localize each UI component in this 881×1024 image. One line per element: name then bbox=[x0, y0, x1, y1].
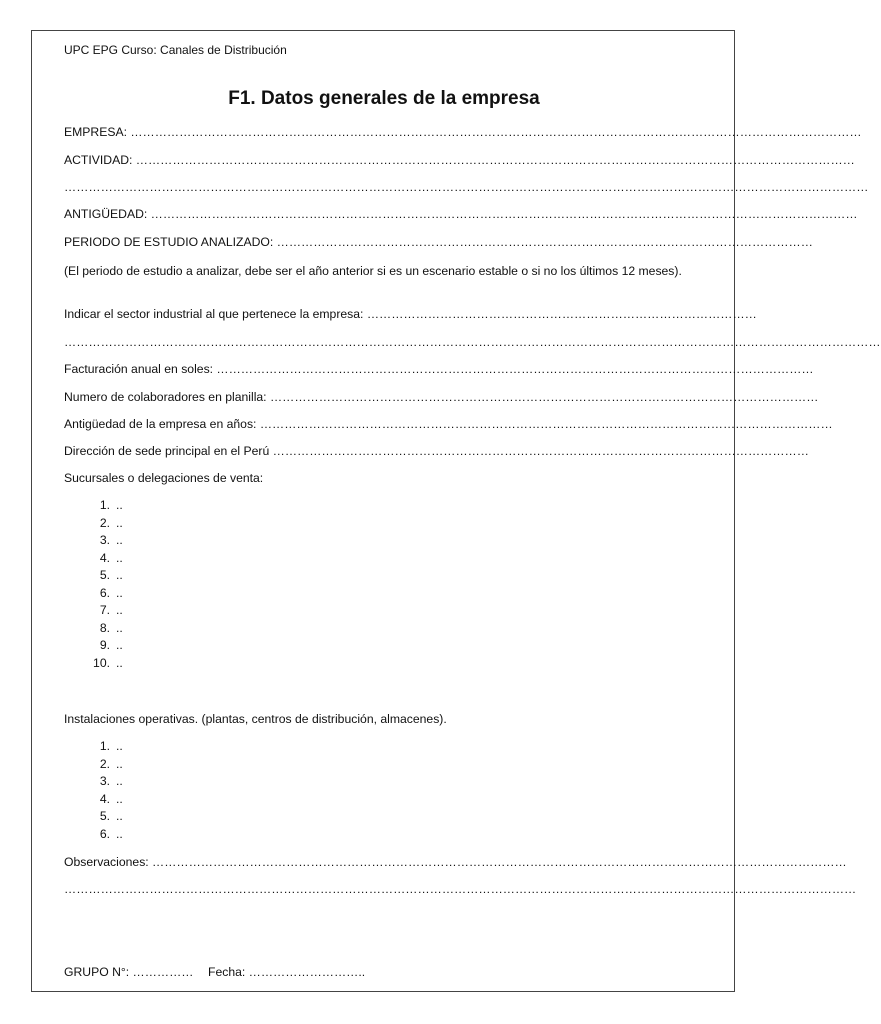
field-actividad: ACTIVIDAD: …………………………………………………………………………………………………………………………………………………………… bbox=[64, 153, 855, 167]
list-item: 1. .. bbox=[99, 739, 123, 753]
field-antiguedad: ANTIGÜEDAD: ………………………………………………………………………………………………………………………………………………………… bbox=[64, 207, 858, 221]
field-observaciones-continued: …………………………………………………………………………………………………………………………………………………………………………… bbox=[64, 882, 857, 896]
list-item: 1. .. bbox=[99, 498, 123, 512]
list-item: 7. .. bbox=[99, 603, 123, 617]
instalaciones-label: Instalaciones operativas. (plantas, centros de distribución, almacenes). bbox=[64, 712, 447, 726]
field-actividad-continued: ……………………………………………………………………………………………………………………………………………………………………………… bbox=[64, 180, 869, 194]
field-facturacion: Facturación anual en soles: ………………………………………………………………………………………………………………………………… bbox=[64, 362, 814, 376]
list-item: 4. .. bbox=[99, 791, 123, 806]
field-empresa: EMPRESA: ……………………………………………………………………………………………………………………………………………………………… bbox=[64, 125, 862, 139]
field-grupo: GRUPO N°: …………… bbox=[64, 965, 194, 979]
document-header: UPC EPG Curso: Canales de Distribución bbox=[64, 43, 287, 57]
field-observaciones: Observaciones: ……………………………………………………………………………………………………………………………………………………… bbox=[64, 855, 847, 869]
list-item: 2. .. bbox=[99, 515, 123, 530]
list-item: 5. .. bbox=[99, 568, 123, 582]
field-direccion: Dirección de sede principal en el Perú …………………………………………………………………………………………………………………… bbox=[64, 444, 809, 458]
list-item: 5. .. bbox=[99, 809, 123, 823]
instalaciones-list bbox=[86, 738, 123, 843]
list-item: 8. .. bbox=[99, 620, 123, 635]
list-item: 3. .. bbox=[99, 533, 123, 547]
list-item: 9. .. bbox=[99, 638, 123, 652]
field-fecha: Fecha: ……………………….. bbox=[208, 965, 366, 979]
field-periodo-estudio: PERIODO DE ESTUDIO ANALIZADO: …………………………………………………………………………………………………………………… bbox=[64, 235, 813, 249]
sucursales-label: Sucursales o delegaciones de venta: bbox=[64, 471, 264, 485]
list-item: 4. .. bbox=[99, 550, 123, 565]
periodo-note: (El periodo de estudio a analizar, debe ser el año anterior si es un escenario estable o si no los últimos 12 meses). bbox=[64, 264, 682, 278]
list-item: 2. .. bbox=[99, 756, 123, 771]
list-item: 10. .. bbox=[93, 655, 123, 670]
field-antiguedad-anos: Antigüedad de la empresa en años: …………………………………………………………………………………………………………………………… bbox=[64, 417, 833, 431]
list-item: 6. .. bbox=[99, 826, 123, 841]
field-colaboradores: Numero de colaboradores en planilla: ……………………………………………………………………………………………………………………… bbox=[64, 390, 819, 404]
document-title: F1. Datos generales de la empresa bbox=[228, 88, 540, 109]
list-item: 6. .. bbox=[99, 585, 123, 600]
list-item: 3. .. bbox=[99, 774, 123, 788]
field-sector-continued: ………………………………………………………………………………………………………………………………………………………………………………… bbox=[64, 335, 881, 349]
field-sector-industrial: Indicar el sector industrial al que pertenece la empresa: …………………………………………………………………………………… bbox=[64, 307, 757, 321]
sucursales-list bbox=[86, 497, 123, 672]
page-border bbox=[31, 30, 881, 992]
